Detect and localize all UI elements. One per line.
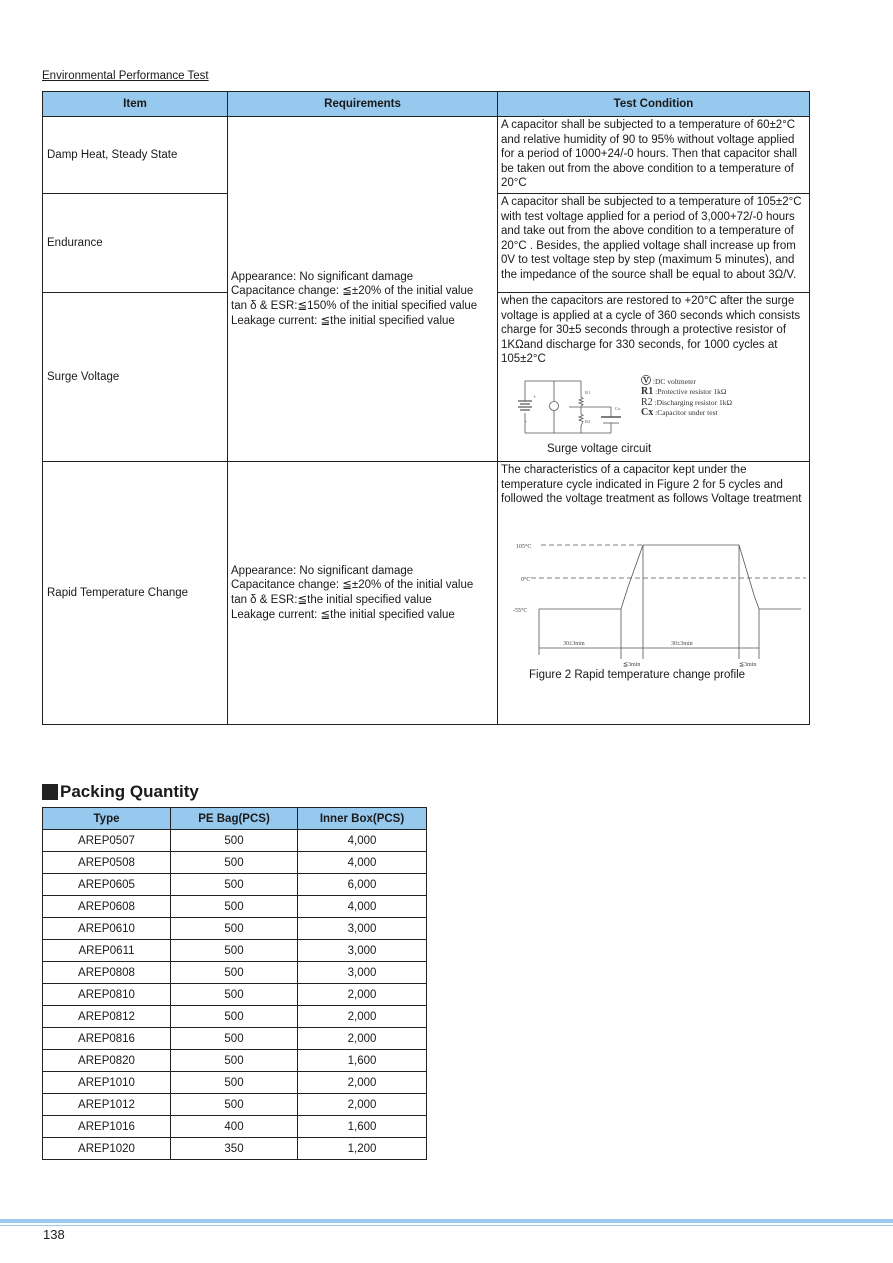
table-row (43, 918, 427, 940)
packing-table-body (43, 830, 427, 1160)
requirements-cell (228, 117, 498, 462)
pe-bag-cell: 500 (171, 1028, 298, 1050)
table-row (43, 1138, 427, 1160)
requirement-line: Leakage current: ≦the initial specified value (231, 608, 455, 621)
condition-text: The characteristics of a capacitor kept under the temperature cycle indicated in Figure 2 for 5 cycles and followed the voltage treatment as follows Voltage treatment (501, 464, 802, 506)
table-row (43, 1072, 427, 1094)
footer-rule-thin (0, 1225, 893, 1226)
circuit-cx-label: Cx (615, 405, 621, 411)
inner-box-cell: 6,000 (298, 874, 427, 896)
inner-box-cell: 3,000 (298, 918, 427, 940)
label-transition-1: ≦3min (623, 661, 641, 668)
square-bullet-icon (42, 784, 58, 800)
surge-circuit-caption: Surge voltage circuit (547, 443, 652, 456)
requirement-line: tan δ & ESR:≦the initial specified value (231, 594, 432, 606)
inner-box-cell: 3,000 (298, 940, 427, 962)
table-row (43, 852, 427, 874)
legend-text: :DC voltmeter (652, 376, 696, 386)
legend-item (641, 377, 732, 388)
temperature-profile-caption: Figure 2 Rapid temperature change profile (529, 668, 746, 681)
type-cell: AREP0508 (43, 852, 171, 874)
condition-text: when the capacitors are restored to +20°C after the surge voltage is applied at a cycle of 360 seconds which consists charge for 30±5 seconds through a protective resistor of 1KΩand discharge for 330 seconds, for 1000 cycles at 105±2°C (501, 295, 801, 366)
pe-bag-cell: 500 (171, 874, 298, 896)
packing-quantity-title (42, 782, 199, 802)
pe-bag-cell: 500 (171, 1050, 298, 1072)
inner-box-cell: 1,200 (298, 1138, 427, 1160)
table-row (43, 830, 427, 852)
table-row (43, 117, 810, 194)
type-cell: AREP1012 (43, 1094, 171, 1116)
legend-text: :Protective resistor 1kΩ (655, 387, 727, 397)
surge-voltage-circuit-figure (501, 367, 806, 457)
type-cell: AREP0605 (43, 874, 171, 896)
condition-cell: A capacitor shall be subjected to a temperature of 60±2°C and relative humidity of 90 to 95% without voltage applied for a period of 1000+24/-0 hours. Then that capacitor shall be taken out from the above condition to a temperature of 20°C (498, 117, 810, 194)
inner-box-cell: 4,000 (298, 896, 427, 918)
legend-item (641, 398, 732, 409)
table-row (43, 896, 427, 918)
label-dwell-2: 30±3min (671, 640, 693, 647)
label-low-temp: -55°C (513, 607, 528, 614)
requirements-cell (228, 462, 498, 725)
label-dwell-1: 30±3min (563, 640, 585, 647)
inner-box-cell: 2,000 (298, 1094, 427, 1116)
inner-box-cell: 3,000 (298, 962, 427, 984)
circuit-minus-label: - (525, 418, 527, 425)
item-cell: Endurance (43, 194, 228, 293)
header-test-condition: Test Condition (498, 92, 810, 117)
header-type: Type (43, 808, 171, 830)
type-cell: AREP0810 (43, 984, 171, 1006)
legend-symbol: Ⓥ (641, 375, 651, 387)
requirement-line: Capacitance change: ≦±20% of the initial value (231, 579, 474, 592)
condition-cell (498, 462, 810, 725)
type-cell: AREP0608 (43, 896, 171, 918)
packing-quantity-table (42, 807, 427, 1160)
page-number: 138 (43, 1227, 65, 1242)
legend-item (641, 387, 732, 398)
type-cell: AREP1010 (43, 1072, 171, 1094)
inner-box-cell: 1,600 (298, 1050, 427, 1072)
table-row (43, 1094, 427, 1116)
type-cell: AREP1016 (43, 1116, 171, 1138)
pe-bag-cell: 500 (171, 1072, 298, 1094)
inner-box-cell: 4,000 (298, 852, 427, 874)
pe-bag-cell: 500 (171, 962, 298, 984)
requirement-line: Appearance: No significant damage (231, 270, 414, 283)
requirement-line: tan δ & ESR:≦150% of the initial specified value (231, 300, 478, 312)
type-cell: AREP0611 (43, 940, 171, 962)
header-inner-box: Inner Box(PCS) (298, 808, 427, 830)
type-cell: AREP0812 (43, 1006, 171, 1028)
pe-bag-cell: 500 (171, 852, 298, 874)
pe-bag-cell: 500 (171, 1006, 298, 1028)
table-row (43, 1006, 427, 1028)
type-cell: AREP0820 (43, 1050, 171, 1072)
item-cell: Rapid Temperature Change (43, 462, 228, 725)
requirement-line: Leakage current: ≦the initial specified value (231, 314, 455, 327)
table-row (43, 984, 427, 1006)
table-row (43, 1116, 427, 1138)
circuit-legend (641, 377, 732, 419)
header-pe-bag: PE Bag(PCS) (171, 808, 298, 830)
circuit-plus-label: + (533, 394, 537, 401)
requirement-line: Capacitance change: ≦±20% of the initial value (231, 285, 474, 298)
type-cell: AREP0610 (43, 918, 171, 940)
condition-cell (498, 293, 810, 462)
item-cell: Surge Voltage (43, 293, 228, 462)
header-requirements: Requirements (228, 92, 498, 117)
circuit-r1-label: R1 (585, 389, 591, 395)
type-cell: AREP0507 (43, 830, 171, 852)
legend-symbol: R1 (641, 386, 654, 398)
packing-title-text: Packing Quantity (60, 782, 199, 801)
header-item: Item (43, 92, 228, 117)
label-zero-temp: 0°C (521, 576, 531, 583)
table-header-row (43, 92, 810, 117)
pe-bag-cell: 500 (171, 984, 298, 1006)
legend-symbol: R2 (641, 396, 653, 408)
inner-box-cell: 4,000 (298, 830, 427, 852)
pe-bag-cell: 500 (171, 940, 298, 962)
legend-text: :Discharging resistor 1kΩ (654, 397, 733, 407)
table-row (43, 1050, 427, 1072)
condition-cell: A capacitor shall be subjected to a temperature of 105±2°C with test voltage applied for a period of 3,000+72/-0 hours and take out from the above condition to a temperature of 20°C . Besides, the applied voltage shall increase up from 0V to test voltage step by step (maximum 5 minutes), and the impedance of the source shall be equal to about 3Ω/V. (498, 194, 810, 293)
inner-box-cell: 2,000 (298, 1072, 427, 1094)
pe-bag-cell: 350 (171, 1138, 298, 1160)
label-high-temp: 105°C (516, 543, 532, 550)
circuit-r2-label: R2 (585, 418, 591, 424)
footer-rule (0, 1219, 893, 1223)
table-row (43, 462, 810, 725)
inner-box-cell: 2,000 (298, 1006, 427, 1028)
type-cell: AREP0816 (43, 1028, 171, 1050)
requirement-line: Appearance: No significant damage (231, 564, 414, 577)
pe-bag-cell: 500 (171, 896, 298, 918)
pe-bag-cell: 400 (171, 1116, 298, 1138)
temperature-profile-figure (501, 507, 806, 697)
pe-bag-cell: 500 (171, 1094, 298, 1116)
legend-symbol: Cx (641, 407, 654, 419)
item-cell: Damp Heat, Steady State (43, 117, 228, 194)
environmental-performance-table (42, 91, 810, 725)
inner-box-cell: 2,000 (298, 984, 427, 1006)
section-title-environmental: Environmental Performance Test (42, 70, 209, 82)
table-header-row (43, 808, 427, 830)
legend-item (641, 408, 732, 419)
table-row (43, 874, 427, 896)
pe-bag-cell: 500 (171, 830, 298, 852)
table-row (43, 962, 427, 984)
legend-text: :Capacitor under test (655, 408, 718, 418)
table-row (43, 940, 427, 962)
type-cell: AREP1020 (43, 1138, 171, 1160)
pe-bag-cell: 500 (171, 918, 298, 940)
table-row (43, 1028, 427, 1050)
inner-box-cell: 2,000 (298, 1028, 427, 1050)
inner-box-cell: 1,600 (298, 1116, 427, 1138)
type-cell: AREP0808 (43, 962, 171, 984)
label-transition-2: ≦3min (739, 661, 757, 668)
